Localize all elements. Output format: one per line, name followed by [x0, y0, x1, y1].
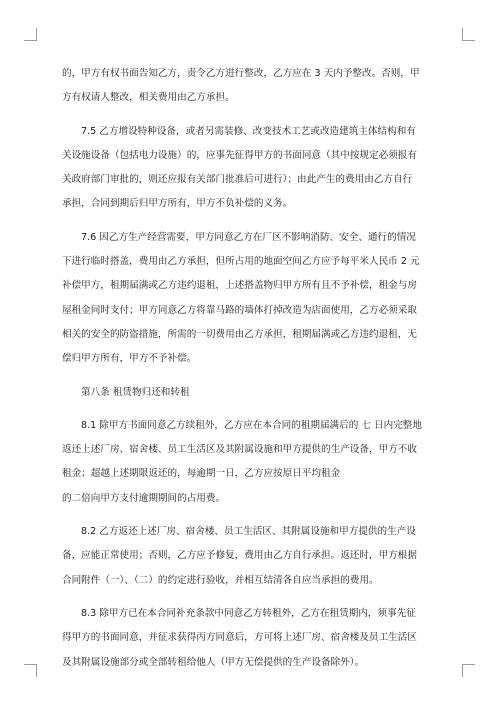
- text-line: 关政府部门审批的，则还应报有关部门批准后可进行）；由此产生的费用由乙方自行: [62, 174, 413, 186]
- crop-mark-bottom-right: [462, 664, 475, 677]
- text-line: 8.3 除甲方已在本合同补充条款中同意乙方转租外，乙方在租赁期内，须事先征: [81, 607, 416, 619]
- text-line: 屋租金同时支付；甲方同意乙方将靠马路的墙体打掉改造为店面使用，乙方必须采取: [62, 304, 417, 316]
- crop-mark-top-left: [24, 28, 37, 41]
- text-line: 的二倍向甲方支付逾期期间的占用费。: [62, 492, 226, 504]
- text-line: 第八条 租赁物归还和转租: [81, 386, 190, 398]
- text-line: 租金；超越上述期限返还的，每逾期一日，乙方应按原日平均租金: [62, 468, 341, 480]
- text-line: 得甲方的书面同意，并征求获得丙方同意后，方可将上述厂房、宿舍楼及员工生活区: [62, 632, 417, 644]
- paragraph: [62, 520, 440, 593]
- text-line: 偿归甲方所有，甲方不予补偿。: [62, 353, 197, 365]
- text-line: 返还上述厂房、宿舍楼、员工生活区及其附属设施和甲方提供的生产设备，甲方不收: [62, 444, 417, 456]
- text-line: 的，甲方有权书面告知乙方，责令乙方进行整改，乙方应在 3 天内予整改。否则，甲: [62, 68, 420, 79]
- document-body: [62, 62, 440, 684]
- text-line: 备，应能正常使用；否则，乙方应予修复，费用由乙方自行承担。返还时，甲方根据: [62, 550, 417, 562]
- text-line: 下进行临时搭盖，费用由乙方承担，但所占用的地面空间乙方应予每平米人民币 2 元: [62, 256, 420, 268]
- paragraph: [62, 226, 440, 372]
- text-line: 相关的安全的防盗措施，所需的一切费用由乙方承担，租期届满或乙方违约退租，无: [62, 328, 417, 340]
- text-line: 及其附属设施部分或全部转租给他人（甲方无偿提供的生产设备除外）。: [62, 656, 365, 668]
- text-line: 补偿甲方，租期届满或乙方违约退租，上述搭盖物归甲方所有且不予补偿，租金与房: [62, 280, 417, 292]
- paragraph: [62, 381, 440, 405]
- text-line: 8.1 除甲方书面同意乙方续租外，乙方应在本合同的租期届满后的 七 日内完整地: [81, 419, 422, 431]
- text-line: 关设施设备（包括电力设施）的，应事先征得甲方的书面同意（其中按规定必须报有: [62, 149, 417, 161]
- text-line: 合同附件（一）、（二）的约定进行验收，并相互结清各自应当承担的费用。: [62, 574, 379, 586]
- paragraph: [62, 414, 440, 511]
- text-line: 方有权请人整改，相关费用由乙方承担。: [62, 92, 235, 104]
- text-line: 8.2 乙方返还上述厂房、宿舍楼、员工生活区、其附属设施和甲方提供的生产设: [81, 526, 416, 538]
- crop-mark-top-right: [462, 28, 475, 41]
- text-line: 7.5 乙方增设特种设备，或者另需装修、改变技术工艺或改造建筑主体结构和有: [81, 125, 416, 137]
- text-line: 7.6 因乙方生产经营需要，甲方同意乙方在厂区不影响消防、安全、通行的情况: [81, 231, 416, 243]
- paragraph: [62, 62, 440, 111]
- text-line: 承担，合同到期后归甲方所有，甲方不负补偿的义务。: [62, 198, 293, 210]
- paragraph: [62, 602, 440, 675]
- paragraph: [62, 120, 440, 217]
- crop-mark-bottom-left: [24, 664, 37, 677]
